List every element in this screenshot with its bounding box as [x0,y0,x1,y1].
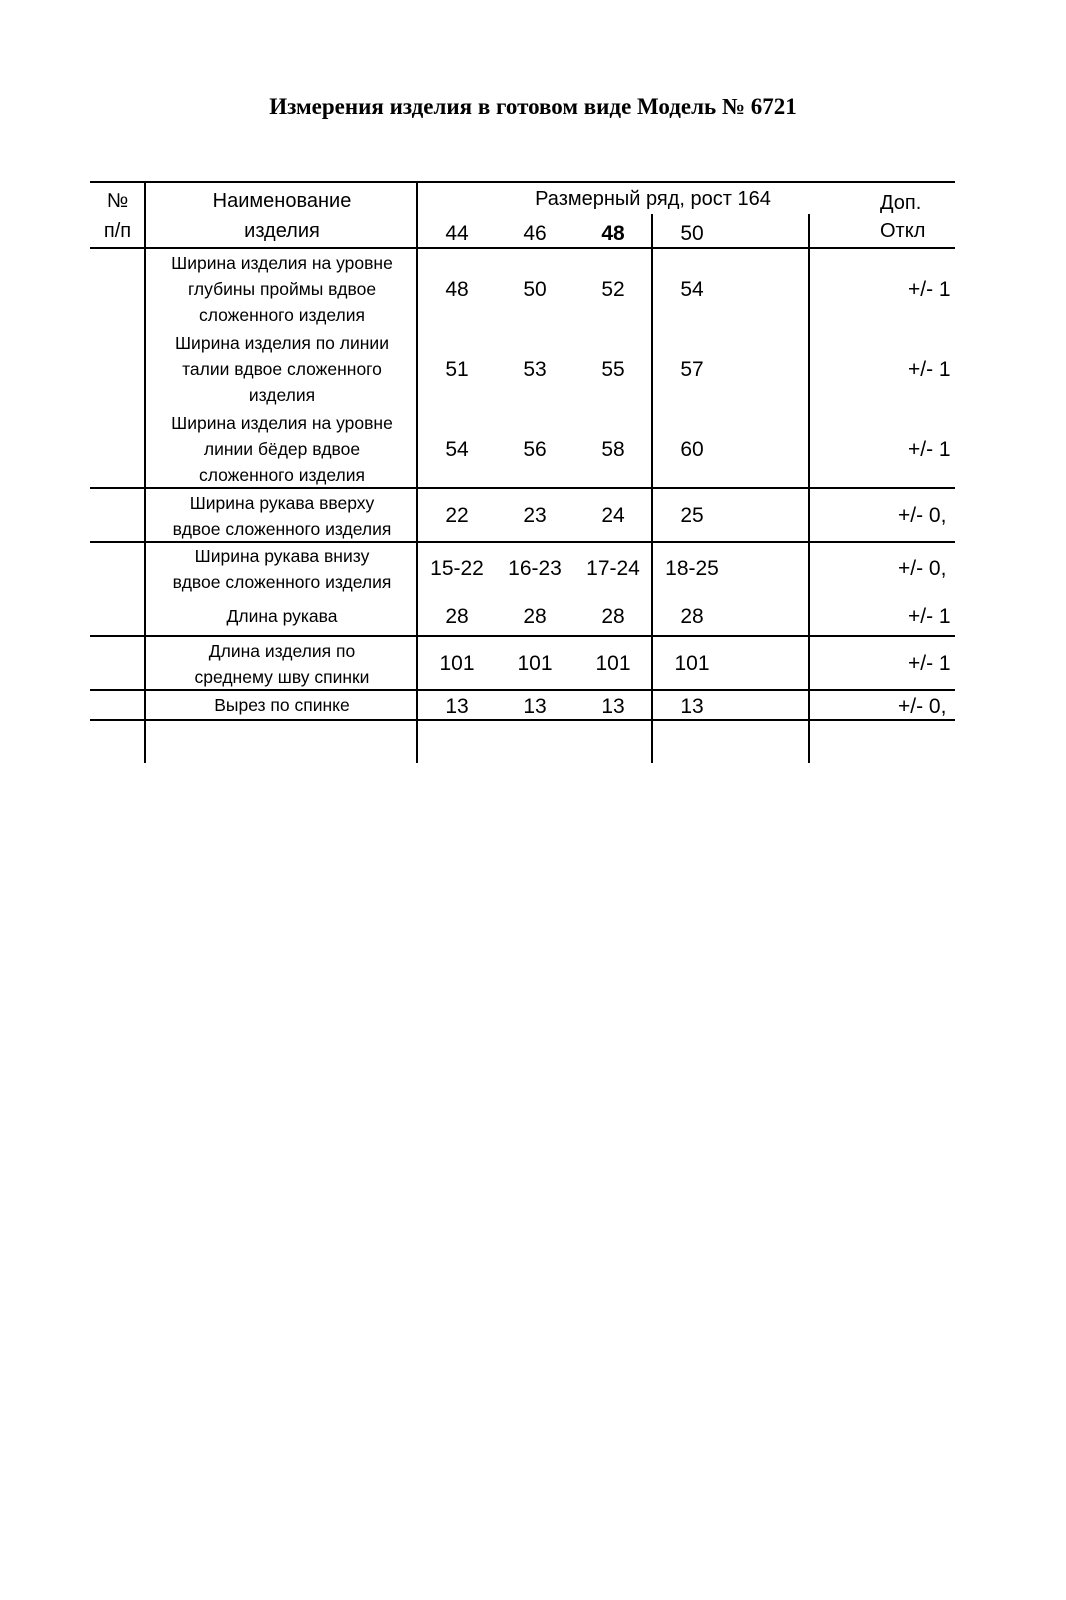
row-name-line: вдвое сложенного изделия [172,572,392,592]
header-name-line1: Наименование [212,190,352,212]
header-size: 50 [680,222,704,245]
row-value: 13 [680,695,704,718]
row-value: 60 [680,438,704,461]
row-name-line: Ширина рукава вверху [189,493,375,513]
row-tolerance: +/- 0, [898,504,947,527]
row-name-line: Вырез по спинке [214,695,350,715]
row-value: 51 [445,358,469,381]
header-size-range: Размерный ряд, рост 164 [535,188,771,210]
row-name-line: линии бёдер вдвое [203,439,361,459]
row-name-line: вдвое сложенного изделия [172,519,392,539]
row-value: 53 [523,358,547,381]
row-name-line: Ширина изделия на уровне [171,413,393,433]
row-tolerance: +/- 0, [898,557,947,580]
row-value: 28 [680,605,704,628]
header-name-line2: изделия [244,220,320,242]
row-name-line: Ширина изделия на уровне [171,253,393,273]
row-tolerance: +/- 1 [908,278,951,301]
row-name-line: Ширина изделия по линии [175,333,389,353]
row-name-line: среднему шву спинки [194,667,370,687]
row-value: 24 [601,504,625,527]
row-value: 25 [680,504,704,527]
row-value: 13 [601,695,625,718]
page-title: Измерения изделия в готовом виде Модель № 6721 [269,94,797,119]
header-size: 44 [445,222,469,245]
row-name-line: сложенного изделия [198,305,366,325]
row-name-line: изделия [248,385,316,405]
row-tolerance: +/- 1 [908,358,951,381]
header-size: 46 [523,222,547,245]
row-value: 101 [439,652,475,675]
row-value: 57 [680,358,704,381]
header-size-bold: 48 [601,222,625,245]
row-value: 52 [601,278,625,301]
row-value: 48 [445,278,469,301]
row-tolerance: +/- 1 [908,438,951,461]
row-tolerance: +/- 1 [908,605,951,628]
header-num-line2: п/п [103,220,132,242]
row-name-line: Длина изделия по [208,641,356,661]
row-value: 18-25 [665,557,719,580]
row-value: 55 [601,358,625,381]
header-num-line1: № [106,190,129,212]
row-value: 28 [601,605,625,628]
row-name-line: сложенного изделия [198,465,366,485]
row-name-line: талии вдвое сложенного [182,359,382,379]
row-value: 22 [445,504,469,527]
row-value: 50 [523,278,547,301]
row-value: 28 [445,605,469,628]
row-tolerance: +/- 1 [908,652,951,675]
row-value: 13 [523,695,547,718]
row-name-line: Ширина рукава внизу [194,546,370,566]
header-tol-line1: Доп. [880,192,922,214]
table-rule-header [90,247,955,249]
row-value: 16-23 [508,557,562,580]
row-value: 101 [595,652,631,675]
row-name-line: глубины проймы вдвое [187,279,377,299]
row-value: 58 [601,438,625,461]
row-value: 54 [680,278,704,301]
row-value: 101 [517,652,553,675]
row-name-line: Длина рукава [226,606,338,626]
row-value: 54 [445,438,469,461]
row-value: 23 [523,504,547,527]
row-value: 15-22 [430,557,484,580]
header-tol-line2: Откл [880,220,926,242]
row-value: 56 [523,438,547,461]
row-tolerance: +/- 0, [898,695,947,718]
row-value: 13 [445,695,469,718]
table-rule [90,635,955,637]
row-value: 101 [674,652,710,675]
row-value: 17-24 [586,557,640,580]
table-rule-top [90,181,955,183]
row-value: 28 [523,605,547,628]
